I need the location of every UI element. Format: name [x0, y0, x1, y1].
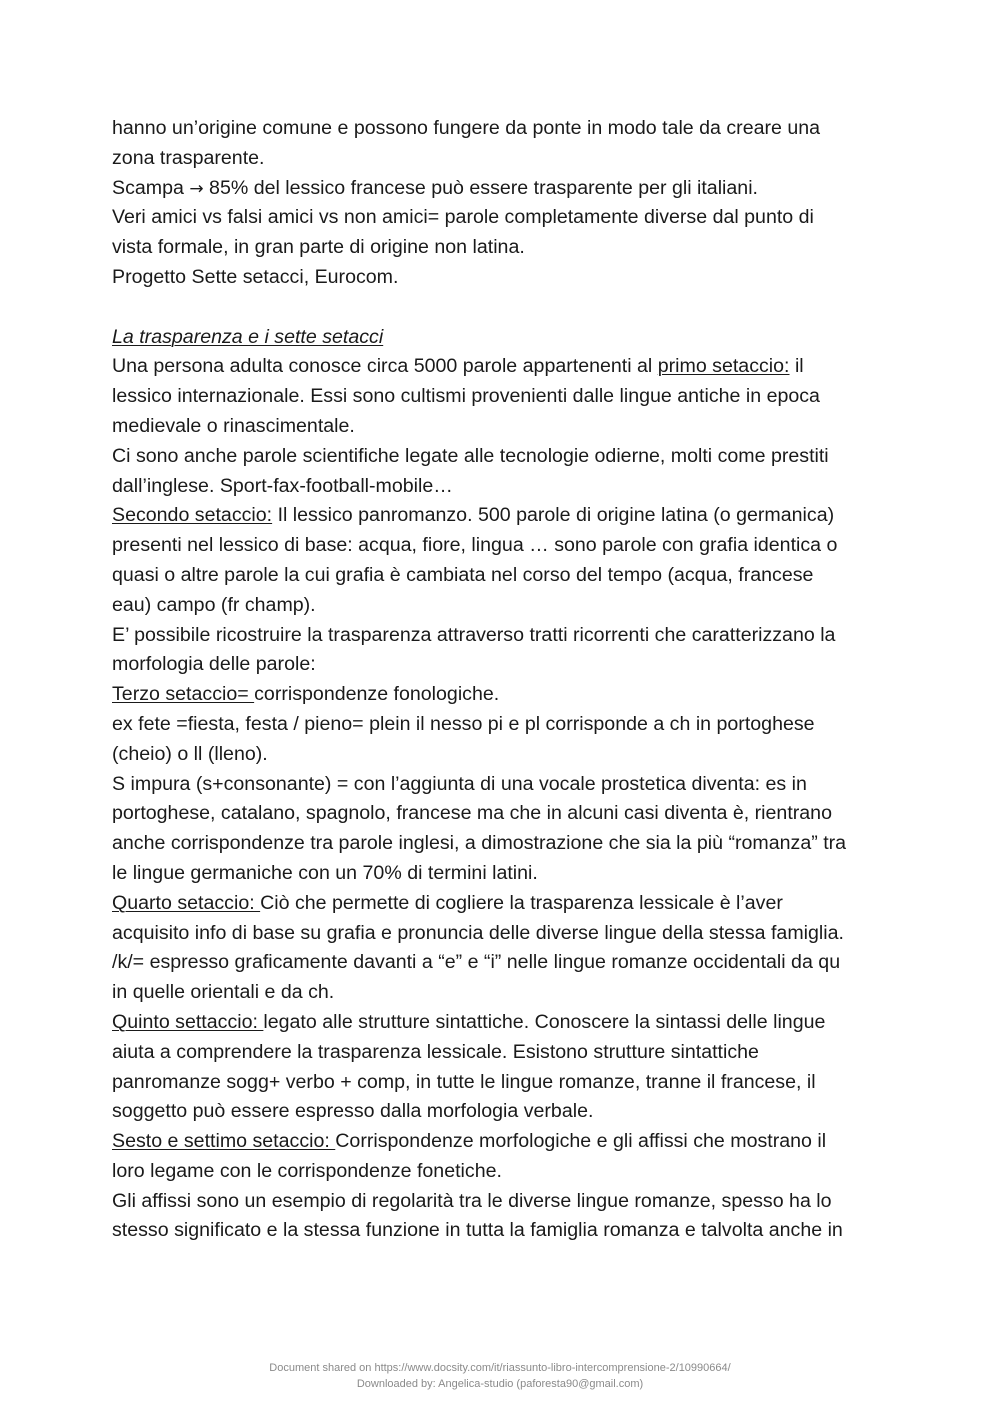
sesto-settimo-setaccio-label: Sesto e settimo setaccio: — [112, 1130, 336, 1153]
text-line: dall’inglese. Sport-fax-football-mobile… — [112, 474, 453, 497]
secondo-setaccio-label: Secondo setaccio: — [112, 504, 273, 527]
text-line: soggetto può essere espresso dalla morfologia verbale. — [112, 1100, 594, 1123]
text-line: anche corrispondenze tra parole inglesi, a dimostrazione che sia la più “romanza” tra — [112, 832, 847, 855]
text-segment: il — [789, 355, 804, 378]
text-line: in quelle orientali e da ch. — [112, 981, 335, 1004]
text-line: vista formale, in gran parte di origine non latina. — [112, 236, 525, 259]
text-line-scampa — [112, 174, 902, 204]
text-line: Veri amici vs falsi amici vs non amici= parole completamente diverse dal punto di — [112, 206, 814, 229]
text-segment: legato alle strutture sintattiche. Conoscere la sintassi delle lingue — [263, 1010, 826, 1033]
text-line: hanno un’origine comune e possono fungere da ponte in modo tale da creare una — [112, 117, 821, 139]
text-line: panromanze sogg+ verbo + comp, in tutte le lingue romanze, tranne il francese, il — [112, 1070, 816, 1093]
text-line: ex fete =fiesta, festa / pieno= plein il nesso pi e pl corrisponde a ch in portoghese — [112, 712, 815, 735]
text-line: Progetto Sette setacci, Eurocom. — [112, 265, 399, 288]
text-line: quasi o altre parole la cui grafia è cambiata nel corso del tempo (acqua, francese — [112, 563, 814, 586]
text-line: acquisito info di base su grafia e pronuncia delle diverse lingue della stessa famiglia. — [112, 921, 844, 944]
scampa-text: del lessico francese può essere trasparente per gli italiani. — [253, 176, 758, 199]
text-line — [112, 889, 902, 919]
quarto-setaccio-label: Quarto setaccio: — [112, 891, 261, 914]
text-line: /k/= espresso graficamente davanti a “e” e “i” nelle lingue romanze occidentali da qu — [112, 951, 841, 974]
text-line: E’ possibile ricostruire la trasparenza attraverso tratti ricorrenti che caratterizzano la — [112, 623, 836, 646]
document-body — [112, 114, 902, 1246]
scampa-word: Scampa — [112, 176, 184, 199]
text-line — [112, 1127, 902, 1157]
text-line — [112, 501, 902, 531]
footer-shared-link[interactable]: Document shared on https://www.docsity.com/it/riassunto-libro-intercomprensione-2/10990664/ — [269, 1362, 731, 1374]
text-line: presenti nel lessico di base: acqua, fiore, lingua … sono parole con grafia identica o — [112, 534, 838, 557]
text-line: stesso significato e la stessa funzione in tutta la famiglia romanza e talvolta anche in — [112, 1219, 843, 1242]
terzo-setaccio-label: Terzo setaccio= — [112, 683, 255, 706]
text-line: lessico internazionale. Essi sono cultismi provenienti dalle lingue antiche in epoca — [112, 385, 820, 408]
section-title-line — [112, 323, 902, 353]
text-line: portoghese, catalano, spagnolo, francese ma che in alcuni casi diventa è, rientrano — [112, 802, 832, 825]
text-line: loro legame con le corrispondenze fonetiche. — [112, 1159, 502, 1182]
blank-line — [112, 293, 902, 323]
text-segment: Corrispondenze morfologiche e gli affissi che mostrano il — [335, 1130, 827, 1153]
footer-downloaded-by: Downloaded by: Angelica-studio (paforesta90@gmail.com) — [356, 1378, 644, 1390]
text-segment: Ciò che permette di cogliere la trasparenza lessicale è l’aver — [260, 891, 783, 914]
text-line — [112, 352, 902, 382]
text-segment: corrispondenze fonologiche. — [254, 683, 500, 706]
text-line: S impura (s+consonante) = con l’aggiunta di una vocale prostetica diventa: es in — [112, 772, 807, 795]
text-segment: Il lessico panromanzo. 500 parole di origine latina (o germanica) — [272, 504, 835, 527]
text-line: eau) campo (fr champ). — [112, 593, 316, 616]
text-line — [112, 680, 902, 710]
text-segment: Una persona adulta conosce circa 5000 parole appartenenti al — [112, 355, 658, 378]
primo-setaccio-label: primo setaccio: — [657, 355, 790, 378]
text-line: medievale o rinascimentale. — [112, 414, 355, 437]
text-line: morfologia delle parole: — [112, 653, 316, 676]
text-line: Gli affissi sono un esempio di regolarità tra le diverse lingue romanze, spesso ha lo — [112, 1189, 832, 1212]
section-title: La trasparenza e i sette setacci — [112, 325, 384, 348]
text-line: le lingue germaniche con un 70% di termini latini. — [112, 861, 538, 884]
text-line: aiuta a comprendere la trasparenza lessicale. Esistono strutture sintattiche — [112, 1040, 759, 1063]
text-line: (cheio) o ll (lleno). — [112, 742, 268, 765]
right-arrow-icon: → — [189, 178, 204, 199]
quinto-setaccio-label: Quinto settaccio: — [112, 1010, 264, 1033]
scampa-percent: 85% — [209, 176, 249, 199]
text-line: Ci sono anche parole scientifiche legate alle tecnologie odierne, molti come prestiti — [112, 444, 829, 467]
text-line — [112, 1008, 902, 1038]
text-line: zona trasparente. — [112, 146, 265, 169]
